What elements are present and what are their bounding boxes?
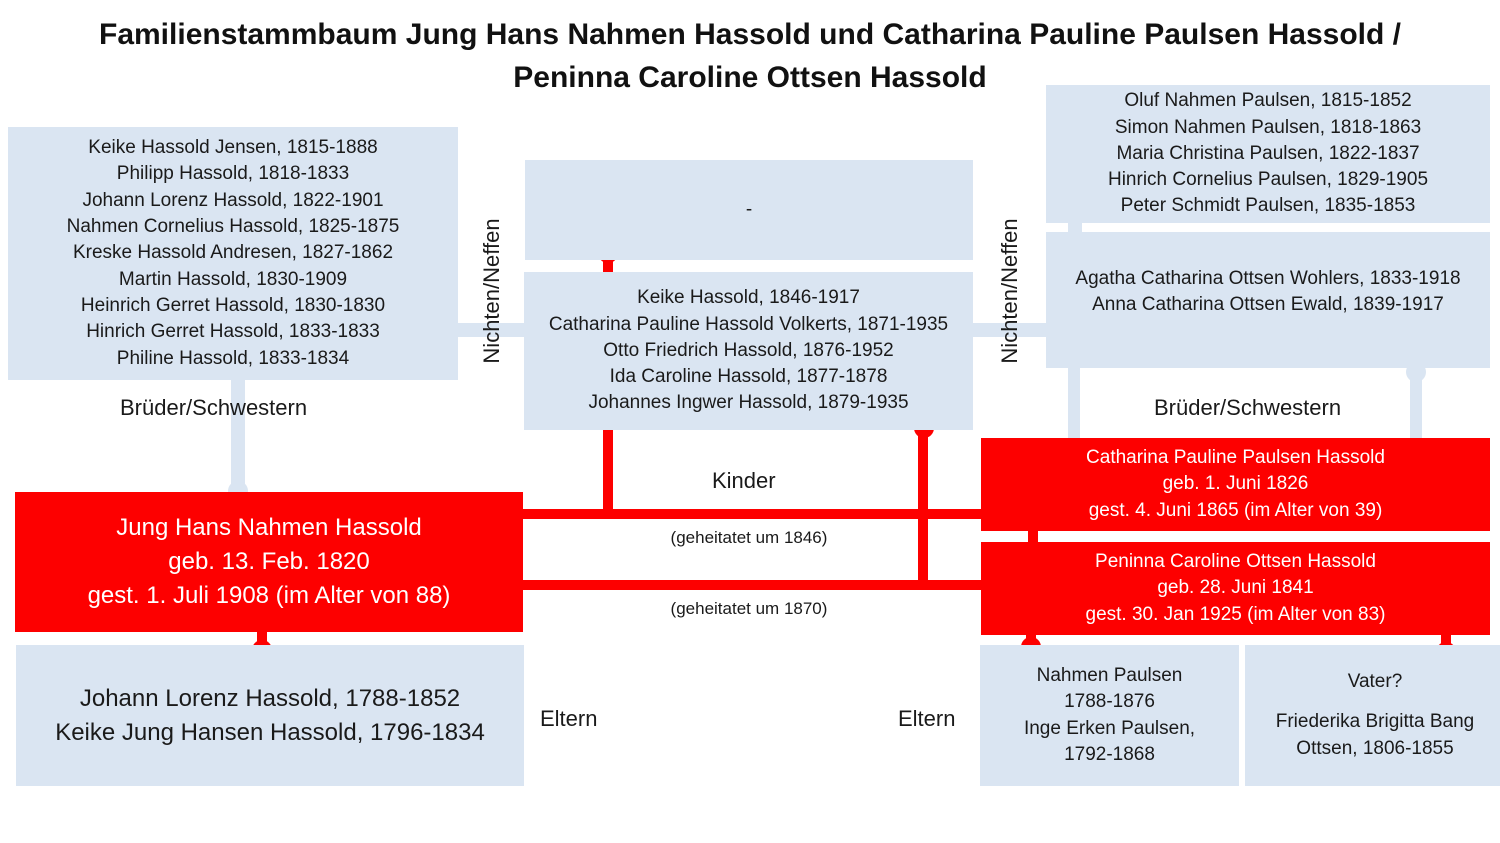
parent-father: Vater? [1347,671,1403,693]
parent-item: 1792-1868 [1064,743,1155,765]
spouse-2-box [981,542,1490,635]
parents-spouses-label: Eltern [898,706,956,731]
marriage-2-label: (geheitatet um 1870) [670,599,828,618]
children-line-2 [918,428,928,585]
siblings-right-top-box [1046,85,1490,223]
sibling-item: Simon Nahmen Paulsen, 1818-1863 [1114,116,1422,138]
child-item: Johannes Ingwer Hassold, 1879-1935 [588,392,909,414]
sibling-item: Martin Hassold, 1830-1909 [118,268,348,290]
page-title-line1: Familienstammbaum Jung Hans Nahmen Hassold und Catharina Pauline Paulsen Hassold / [99,18,1401,51]
parent-item: Nahmen Paulsen [1036,664,1183,686]
child-item: Otto Friedrich Hassold, 1876-1952 [603,339,894,361]
sibling-item: Philine Hassold, 1833-1834 [116,347,350,369]
spouse-1-died: gest. 4. Juni 1865 (im Alter von 39) [1088,499,1383,521]
parent-item: Johann Lorenz Hassold, 1788-1852 [79,684,461,712]
main-person-born: geb. 13. Feb. 1820 [168,548,370,575]
sibling-item: Philipp Hassold, 1818-1833 [116,163,350,185]
sibling-item: Kreske Hassold Andresen, 1827-1862 [72,242,394,264]
children-second-box [524,272,973,430]
sibling-item: Agatha Catharina Ottsen Wohlers, 1833-1918 [1075,268,1461,289]
spouse-1-box [981,438,1490,531]
parent-item: 1788-1876 [1064,691,1155,713]
kinder-label: Kinder [712,468,776,493]
nieces-label-right: Nichten/Neffen [997,218,1022,364]
sibling-item: Heinrich Gerret Hassold, 1830-1830 [80,294,386,316]
connector-siblings-right-top [1068,222,1082,232]
marriage-line-2 [522,580,982,590]
child-item: Ida Caroline Hassold, 1877-1878 [609,366,888,388]
sibling-item: Oluf Nahmen Paulsen, 1815-1852 [1124,90,1412,112]
nieces-label-left: Nichten/Neffen [479,218,504,364]
marriage-1-label: (geheitatet um 1846) [670,528,828,547]
sibling-item: Nahmen Cornelius Hassold, 1825-1875 [66,216,400,238]
parent-mother: Friederika Brigitta Bang [1275,711,1475,733]
main-person-box [15,492,523,632]
child-item: Keike Hassold, 1846-1917 [637,287,860,309]
sibling-item: Hinrich Gerret Hassold, 1833-1833 [86,321,380,343]
spouse-2-name: Peninna Caroline Ottsen Hassold [1095,551,1376,573]
connector-siblings-right-a [1068,368,1080,440]
parents-main-label: Eltern [540,706,598,731]
child-item: Catharina Pauline Hassold Volkerts, 1871-1935 [548,313,949,335]
sibling-item: Anna Catharina Ottsen Ewald, 1839-1917 [1092,294,1444,316]
parents-main-line [257,632,267,646]
parents-main-box [16,645,524,786]
parent-mother: Ottsen, 1806-1855 [1296,737,1454,759]
main-person-died: gest. 1. Juli 1908 (im Alter von 88) [87,582,451,609]
parent-item: Keike Jung Hansen Hassold, 1796-1834 [55,718,485,746]
spouse-2-died: gest. 30. Jan 1925 (im Alter von 83) [1085,603,1386,625]
sibling-item: Peter Schmidt Paulsen, 1835-1853 [1120,195,1416,217]
sibling-item: Johann Lorenz Hassold, 1822-1901 [82,189,384,211]
sibling-item: Keike Hassold Jensen, 1815-1888 [88,137,378,159]
siblings-right-bottom-box [1046,232,1490,368]
children-first-box [525,160,973,260]
marriage-line-1 [522,509,982,519]
main-person-name: Jung Hans Nahmen Hassold [116,514,422,541]
sibling-item: Maria Christina Paulsen, 1822-1837 [1116,142,1420,164]
siblings-right-label: Brüder/Schwestern [1154,395,1342,420]
parent-item: Inge Erken Paulsen, [1023,717,1196,739]
sibling-item: Hinrich Cornelius Paulsen, 1829-1905 [1107,169,1429,191]
siblings-left-label: Brüder/Schwestern [120,395,308,420]
spouse-1-name: Catharina Pauline Paulsen Hassold [1086,447,1385,469]
parents-spouse-2-box [1245,645,1500,786]
siblings-left-box [8,127,458,380]
parents-spouse-1-box [980,645,1239,786]
page-title-line2: Peninna Caroline Ottsen Hassold [513,61,987,94]
spouse-1-born: geb. 1. Juni 1826 [1162,473,1309,495]
children-first-text: - [745,199,753,220]
spouse-2-born: geb. 28. Juni 1841 [1157,577,1314,599]
